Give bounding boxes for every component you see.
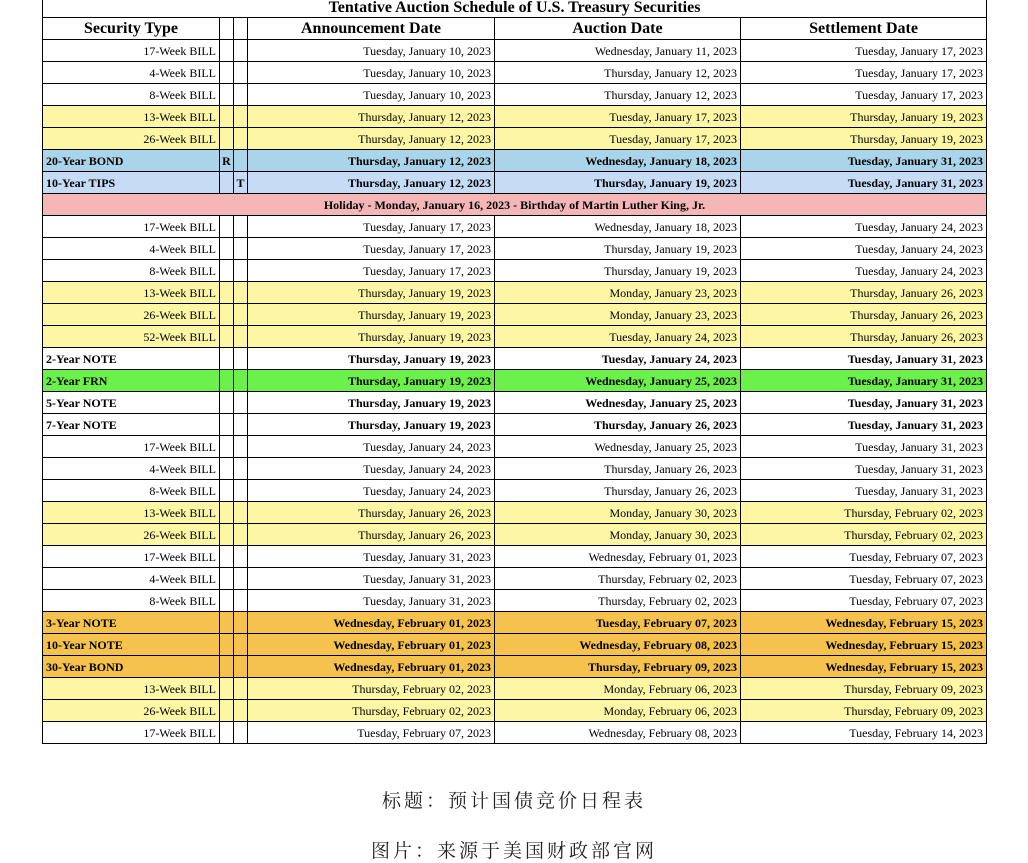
reopening-flag-cell [220,678,234,700]
reopening-flag-cell [220,612,234,634]
settlement-date-cell: Tuesday, February 07, 2023 [741,546,987,568]
settlement-date-cell: Tuesday, January 31, 2023 [741,480,987,502]
schedule-row [43,502,987,524]
reopening-flag-cell [220,128,234,150]
tips-flag-cell [234,282,248,304]
announcement-date-cell: Thursday, January 26, 2023 [248,502,495,524]
settlement-date-cell: Tuesday, January 31, 2023 [741,348,987,370]
settlement-date-cell: Wednesday, February 15, 2023 [741,656,987,678]
schedule-row [43,106,987,128]
settlement-date-cell: Tuesday, January 31, 2023 [741,172,987,194]
security-type-cell: 30-Year BOND [43,656,220,678]
announcement-date-cell: Tuesday, January 17, 2023 [248,216,495,238]
auction-date-cell: Thursday, January 12, 2023 [495,84,741,106]
header-security-type: Security Type [43,18,220,40]
reopening-flag-cell [220,722,234,744]
announcement-date-cell: Thursday, January 19, 2023 [248,392,495,414]
reopening-flag-cell [220,216,234,238]
settlement-date-cell: Tuesday, January 31, 2023 [741,458,987,480]
reopening-flag-cell [220,656,234,678]
header-row [43,18,987,40]
auction-date-cell: Thursday, February 09, 2023 [495,656,741,678]
security-type-cell: 52-Week BILL [43,326,220,348]
security-type-cell: 13-Week BILL [43,502,220,524]
security-type-cell: 17-Week BILL [43,722,220,744]
announcement-date-cell: Tuesday, January 31, 2023 [248,568,495,590]
header-settlement-date: Settlement Date [741,18,987,40]
tips-flag-cell [234,150,248,172]
settlement-date-cell: Thursday, January 19, 2023 [741,128,987,150]
auction-date-cell: Thursday, January 26, 2023 [495,458,741,480]
tips-flag-cell [234,480,248,502]
announcement-date-cell: Tuesday, January 10, 2023 [248,40,495,62]
security-type-cell: 17-Week BILL [43,546,220,568]
security-type-cell: 17-Week BILL [43,40,220,62]
schedule-row [43,700,987,722]
tips-flag-cell [234,546,248,568]
schedule-row [43,678,987,700]
settlement-date-cell: Tuesday, January 31, 2023 [741,370,987,392]
security-type-cell: 10-Year NOTE [43,634,220,656]
announcement-date-cell: Tuesday, January 24, 2023 [248,436,495,458]
schedule-row [43,370,987,392]
schedule-row [43,436,987,458]
auction-date-cell: Tuesday, January 24, 2023 [495,348,741,370]
schedule-row [43,392,987,414]
settlement-date-cell: Tuesday, February 07, 2023 [741,590,987,612]
reopening-flag-cell [220,348,234,370]
tips-flag-cell [234,524,248,546]
reopening-flag-cell [220,62,234,84]
figure-caption-title: 标题：预计国债竞价日程表 [381,790,646,812]
schedule-row [43,216,987,238]
auction-date-cell: Thursday, January 19, 2023 [495,172,741,194]
tips-flag-cell [234,590,248,612]
auction-date-cell: Monday, January 30, 2023 [495,524,741,546]
auction-date-cell: Monday, January 30, 2023 [495,502,741,524]
reopening-flag-cell [220,436,234,458]
schedule-row [43,150,987,172]
settlement-date-cell: Tuesday, January 24, 2023 [741,238,987,260]
security-type-cell: 13-Week BILL [43,106,220,128]
security-type-cell: 26-Week BILL [43,524,220,546]
schedule-row [43,568,987,590]
auction-date-cell: Thursday, January 19, 2023 [495,238,741,260]
auction-date-cell: Wednesday, February 01, 2023 [495,546,741,568]
reopening-flag-cell [220,260,234,282]
reopening-flag-cell [220,568,234,590]
settlement-date-cell: Thursday, February 09, 2023 [741,700,987,722]
schedule-row [43,282,987,304]
auction-schedule-body [43,0,987,744]
announcement-date-cell: Wednesday, February 01, 2023 [248,656,495,678]
schedule-row [43,62,987,84]
schedule-row [43,304,987,326]
security-type-cell: 4-Week BILL [43,238,220,260]
security-type-cell: 8-Week BILL [43,260,220,282]
auction-date-cell: Thursday, February 02, 2023 [495,568,741,590]
reopening-flag-cell [220,634,234,656]
security-type-cell: 13-Week BILL [43,282,220,304]
settlement-date-cell: Wednesday, February 15, 2023 [741,612,987,634]
tips-flag-cell [234,502,248,524]
header-flag-r [220,18,234,40]
auction-schedule-table [42,0,987,744]
settlement-date-cell: Tuesday, January 31, 2023 [741,392,987,414]
tips-flag-cell: T [234,172,248,194]
tips-flag-cell [234,568,248,590]
announcement-date-cell: Thursday, January 12, 2023 [248,128,495,150]
announcement-date-cell: Thursday, January 26, 2023 [248,524,495,546]
auction-date-cell: Thursday, February 02, 2023 [495,590,741,612]
header-auction-date: Auction Date [495,18,741,40]
auction-date-cell: Wednesday, January 11, 2023 [495,40,741,62]
announcement-date-cell: Tuesday, January 24, 2023 [248,480,495,502]
schedule-row [43,238,987,260]
reopening-flag-cell [220,458,234,480]
announcement-date-cell: Thursday, January 19, 2023 [248,370,495,392]
reopening-flag-cell [220,238,234,260]
settlement-date-cell: Tuesday, January 17, 2023 [741,84,987,106]
holiday-notice: Holiday - Monday, January 16, 2023 - Birthday of Martin Luther King, Jr. [43,194,987,216]
announcement-date-cell: Tuesday, January 17, 2023 [248,260,495,282]
schedule-row [43,348,987,370]
reopening-flag-cell [220,524,234,546]
reopening-flag-cell [220,370,234,392]
settlement-date-cell: Tuesday, January 31, 2023 [741,150,987,172]
auction-date-cell: Wednesday, January 18, 2023 [495,216,741,238]
announcement-date-cell: Wednesday, February 01, 2023 [248,612,495,634]
tips-flag-cell [234,612,248,634]
security-type-cell: 3-Year NOTE [43,612,220,634]
schedule-row [43,172,987,194]
header-flag-t [234,18,248,40]
reopening-flag-cell [220,326,234,348]
tips-flag-cell [234,458,248,480]
schedule-row [43,40,987,62]
tips-flag-cell [234,634,248,656]
settlement-date-cell: Tuesday, February 07, 2023 [741,568,987,590]
announcement-date-cell: Thursday, January 19, 2023 [248,414,495,436]
tips-flag-cell [234,40,248,62]
auction-date-cell: Tuesday, January 24, 2023 [495,326,741,348]
security-type-cell: 4-Week BILL [43,62,220,84]
auction-date-cell: Wednesday, January 25, 2023 [495,436,741,458]
schedule-row [43,612,987,634]
tips-flag-cell [234,216,248,238]
reopening-flag-cell [220,392,234,414]
tips-flag-cell [234,106,248,128]
tips-flag-cell [234,238,248,260]
announcement-date-cell: Thursday, January 12, 2023 [248,150,495,172]
security-type-cell: 26-Week BILL [43,128,220,150]
reopening-flag-cell [220,590,234,612]
security-type-cell: 5-Year NOTE [43,392,220,414]
security-type-cell: 8-Week BILL [43,480,220,502]
schedule-row [43,480,987,502]
tips-flag-cell [234,436,248,458]
auction-date-cell: Monday, February 06, 2023 [495,678,741,700]
security-type-cell: 2-Year FRN [43,370,220,392]
reopening-flag-cell [220,502,234,524]
schedule-row [43,414,987,436]
auction-date-cell: Tuesday, February 07, 2023 [495,612,741,634]
auction-date-cell: Thursday, January 26, 2023 [495,480,741,502]
schedule-row [43,590,987,612]
announcement-date-cell: Thursday, January 12, 2023 [248,172,495,194]
security-type-cell: 26-Week BILL [43,700,220,722]
settlement-date-cell: Tuesday, January 24, 2023 [741,216,987,238]
settlement-date-cell: Tuesday, January 17, 2023 [741,40,987,62]
reopening-flag-cell [220,282,234,304]
announcement-date-cell: Thursday, January 12, 2023 [248,106,495,128]
reopening-flag-cell [220,304,234,326]
figure-caption-source: 图片：来源于美国财政部官网 [370,840,657,862]
security-type-cell: 8-Week BILL [43,590,220,612]
security-type-cell: 10-Year TIPS [43,172,220,194]
reopening-flag-cell [220,84,234,106]
auction-date-cell: Wednesday, February 08, 2023 [495,722,741,744]
announcement-date-cell: Wednesday, February 01, 2023 [248,634,495,656]
security-type-cell: 7-Year NOTE [43,414,220,436]
header-announcement-date: Announcement Date [248,18,495,40]
reopening-flag-cell [220,546,234,568]
schedule-row [43,326,987,348]
auction-date-cell: Tuesday, January 17, 2023 [495,128,741,150]
schedule-row [43,524,987,546]
settlement-date-cell: Wednesday, February 15, 2023 [741,634,987,656]
settlement-date-cell: Tuesday, January 31, 2023 [741,436,987,458]
schedule-row [43,260,987,282]
security-type-cell: 17-Week BILL [43,436,220,458]
reopening-flag-cell [220,414,234,436]
announcement-date-cell: Thursday, January 19, 2023 [248,282,495,304]
reopening-flag-cell [220,480,234,502]
auction-date-cell: Wednesday, January 25, 2023 [495,370,741,392]
settlement-date-cell: Thursday, January 19, 2023 [741,106,987,128]
security-type-cell: 4-Week BILL [43,568,220,590]
auction-date-cell: Thursday, January 26, 2023 [495,414,741,436]
auction-date-cell: Wednesday, January 25, 2023 [495,392,741,414]
tips-flag-cell [234,62,248,84]
settlement-date-cell: Thursday, February 02, 2023 [741,502,987,524]
announcement-date-cell: Tuesday, January 31, 2023 [248,546,495,568]
settlement-date-cell: Thursday, January 26, 2023 [741,282,987,304]
schedule-row [43,634,987,656]
tips-flag-cell [234,392,248,414]
reopening-flag-cell [220,700,234,722]
announcement-date-cell: Thursday, February 02, 2023 [248,700,495,722]
announcement-date-cell: Thursday, February 02, 2023 [248,678,495,700]
tips-flag-cell [234,370,248,392]
security-type-cell: 17-Week BILL [43,216,220,238]
security-type-cell: 4-Week BILL [43,458,220,480]
security-type-cell: 20-Year BOND [43,150,220,172]
settlement-date-cell: Thursday, January 26, 2023 [741,326,987,348]
schedule-row [43,546,987,568]
auction-date-cell: Monday, January 23, 2023 [495,304,741,326]
tips-flag-cell [234,326,248,348]
schedule-row [43,84,987,106]
schedule-row [43,128,987,150]
tips-flag-cell [234,656,248,678]
auction-date-cell: Wednesday, January 18, 2023 [495,150,741,172]
document-title: Tentative Auction Schedule of U.S. Treasury Securities [43,0,987,18]
reopening-flag-cell: R [220,150,234,172]
schedule-row [43,656,987,678]
reopening-flag-cell [220,106,234,128]
announcement-date-cell: Tuesday, January 17, 2023 [248,238,495,260]
security-type-cell: 8-Week BILL [43,84,220,106]
reopening-flag-cell [220,40,234,62]
tips-flag-cell [234,414,248,436]
announcement-date-cell: Tuesday, January 10, 2023 [248,84,495,106]
security-type-cell: 26-Week BILL [43,304,220,326]
tips-flag-cell [234,700,248,722]
reopening-flag-cell [220,172,234,194]
tips-flag-cell [234,722,248,744]
auction-date-cell: Monday, January 23, 2023 [495,282,741,304]
auction-date-cell: Tuesday, January 17, 2023 [495,106,741,128]
holiday-row [43,194,987,216]
security-type-cell: 2-Year NOTE [43,348,220,370]
tips-flag-cell [234,348,248,370]
auction-date-cell: Wednesday, February 08, 2023 [495,634,741,656]
settlement-date-cell: Tuesday, January 31, 2023 [741,414,987,436]
announcement-date-cell: Thursday, January 19, 2023 [248,326,495,348]
announcement-date-cell: Tuesday, January 31, 2023 [248,590,495,612]
announcement-date-cell: Tuesday, January 24, 2023 [248,458,495,480]
tips-flag-cell [234,84,248,106]
announcement-date-cell: Thursday, January 19, 2023 [248,348,495,370]
schedule-row [43,722,987,744]
auction-date-cell: Monday, February 06, 2023 [495,700,741,722]
settlement-date-cell: Tuesday, January 24, 2023 [741,260,987,282]
security-type-cell: 13-Week BILL [43,678,220,700]
settlement-date-cell: Thursday, February 09, 2023 [741,678,987,700]
settlement-date-cell: Thursday, January 26, 2023 [741,304,987,326]
announcement-date-cell: Thursday, January 19, 2023 [248,304,495,326]
announcement-date-cell: Tuesday, January 10, 2023 [248,62,495,84]
announcement-date-cell: Tuesday, February 07, 2023 [248,722,495,744]
tips-flag-cell [234,678,248,700]
tips-flag-cell [234,128,248,150]
schedule-row [43,458,987,480]
tips-flag-cell [234,304,248,326]
title-row [43,0,987,18]
settlement-date-cell: Tuesday, January 17, 2023 [741,62,987,84]
auction-date-cell: Thursday, January 12, 2023 [495,62,741,84]
settlement-date-cell: Thursday, February 02, 2023 [741,524,987,546]
tips-flag-cell [234,260,248,282]
auction-date-cell: Thursday, January 19, 2023 [495,260,741,282]
settlement-date-cell: Tuesday, February 14, 2023 [741,722,987,744]
